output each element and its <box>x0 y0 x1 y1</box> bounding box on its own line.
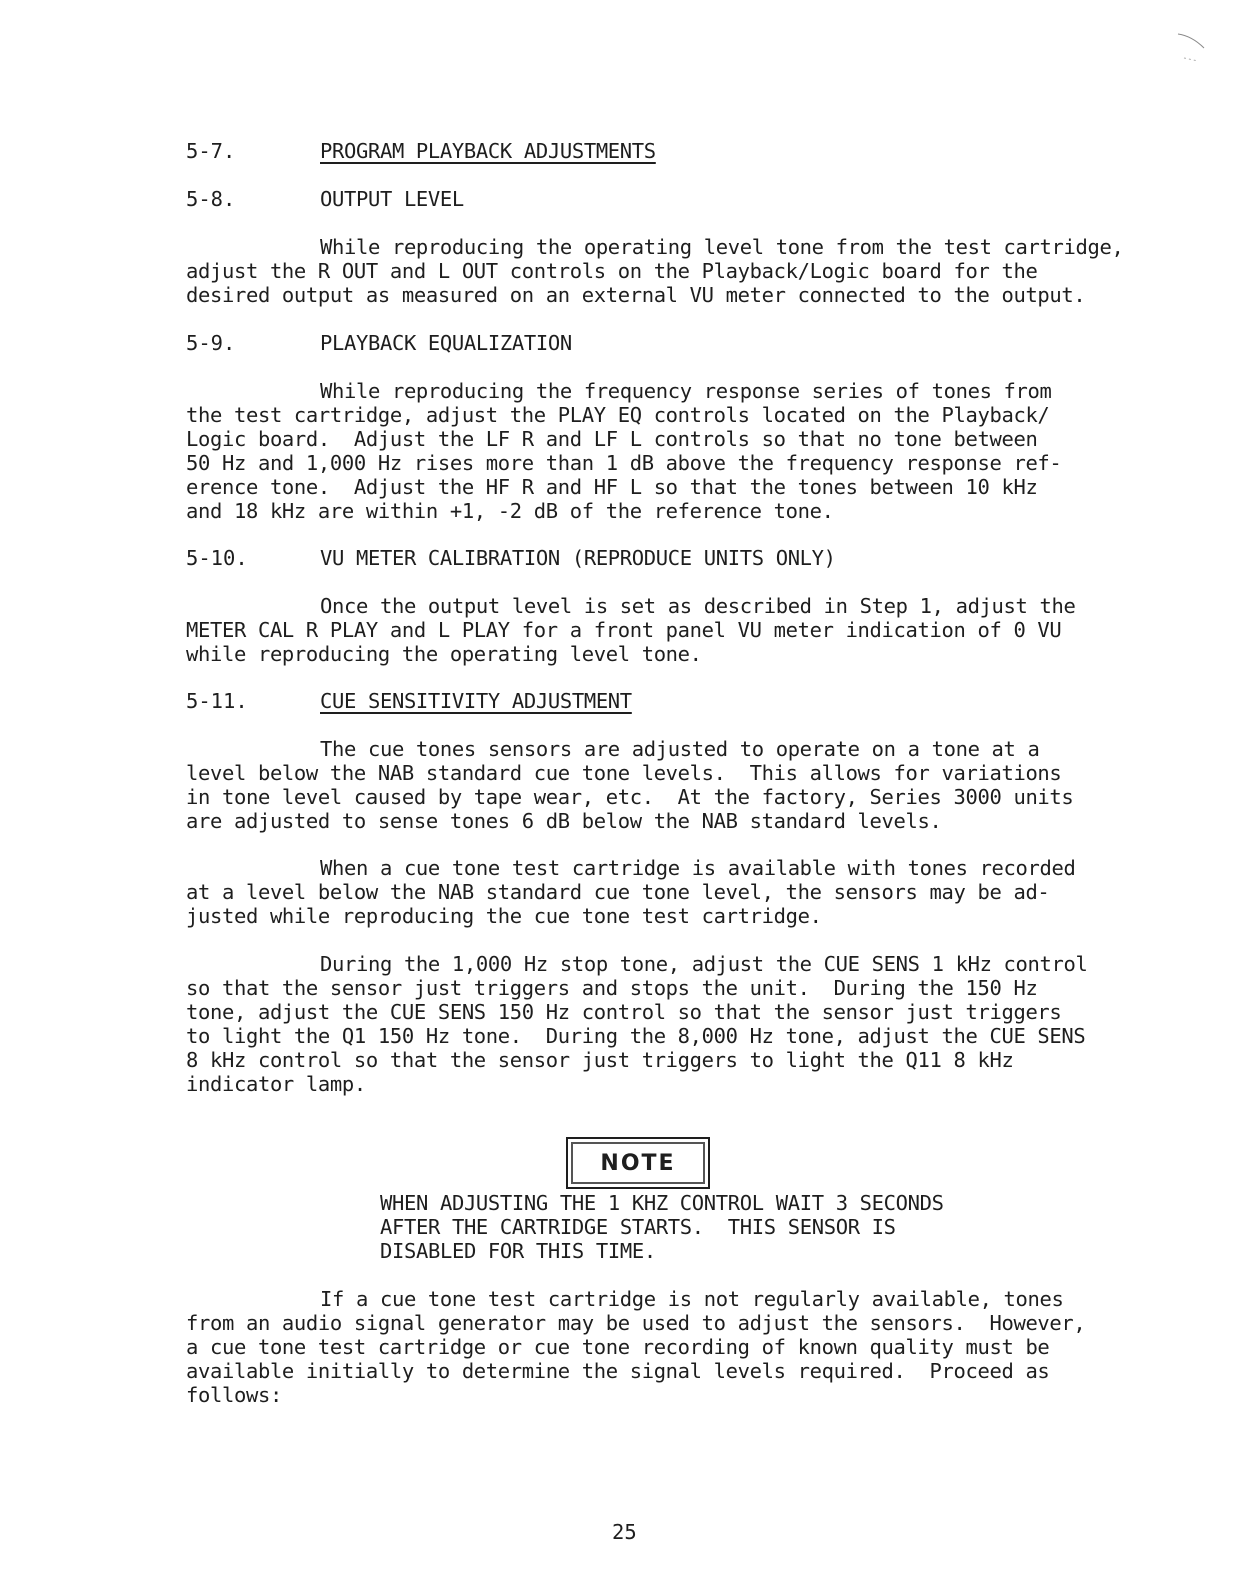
note-badge <box>566 1137 710 1189</box>
paragraph-line: are adjusted to sense tones 6 dB below the NAB standard levels. <box>186 809 942 833</box>
paragraph-line: The cue tones sensors are adjusted to operate on a tone at a <box>320 737 1040 761</box>
paragraph-line: from an audio signal generator may be used to adjust the sensors. However, <box>186 1311 1086 1335</box>
section-number-5-7: 5-7. <box>186 139 236 163</box>
paragraph-line: tone, adjust the CUE SENS 150 Hz control so that the sensor just triggers <box>186 1000 1062 1024</box>
paragraph-line: 50 Hz and 1,000 Hz rises more than 1 dB above the frequency response ref- <box>186 451 1062 475</box>
paragraph-line: justed while reproducing the cue tone test cartridge. <box>186 904 822 928</box>
paragraph-line: level below the NAB standard cue tone levels. This allows for variations <box>186 761 1062 785</box>
paragraph-line: in tone level caused by tape wear, etc. At the factory, Series 3000 units <box>186 785 1074 809</box>
paragraph-line: If a cue tone test cartridge is not regularly available, tones <box>320 1287 1064 1311</box>
paragraph-line: 8 kHz control so that the sensor just triggers to light the Q11 8 kHz <box>186 1048 1014 1072</box>
paragraph-line: and 18 kHz are within +1, -2 dB of the reference tone. <box>186 499 834 523</box>
paragraph-line: When a cue tone test cartridge is available with tones recorded <box>320 856 1076 880</box>
section-number-5-11: 5-11. <box>186 689 248 713</box>
section-number-5-10: 5-10. <box>186 546 248 570</box>
scan-mark-icon <box>1174 28 1214 68</box>
note-line: DISABLED FOR THIS TIME. <box>380 1239 656 1263</box>
paragraph-line: the test cartridge, adjust the PLAY EQ controls located on the Playback/ <box>186 403 1050 427</box>
paragraph-line: While reproducing the frequency response series of tones from <box>320 379 1052 403</box>
paragraph-line: METER CAL R PLAY and L PLAY for a front panel VU meter indication of 0 VU <box>186 618 1062 642</box>
paragraph-line: while reproducing the operating level tone. <box>186 642 702 666</box>
paragraph-line: Logic board. Adjust the LF R and LF L controls so that no tone between <box>186 427 1038 451</box>
section-title-program-playback: PROGRAM PLAYBACK ADJUSTMENTS <box>320 139 656 163</box>
paragraph-line: erence tone. Adjust the HF R and HF L so that the tones between 10 kHz <box>186 475 1038 499</box>
paragraph-line: While reproducing the operating level tone from the test cartridge, <box>320 235 1124 259</box>
paragraph-line: so that the sensor just triggers and stops the unit. During the 150 Hz <box>186 976 1038 1000</box>
paragraph-line: adjust the R OUT and L OUT controls on the Playback/Logic board for the <box>186 259 1038 283</box>
note-label: NOTE <box>600 1150 676 1176</box>
note-line: WHEN ADJUSTING THE 1 KHZ CONTROL WAIT 3 SECONDS <box>380 1191 944 1215</box>
section-title-playback-equalization: PLAYBACK EQUALIZATION <box>320 331 572 355</box>
paragraph-line: indicator lamp. <box>186 1072 366 1096</box>
paragraph-line: available initially to determine the signal levels required. Proceed as <box>186 1359 1050 1383</box>
section-title-output-level: OUTPUT LEVEL <box>320 187 464 211</box>
page-number: 25 <box>612 1520 637 1544</box>
paragraph-line: desired output as measured on an external VU meter connected to the output. <box>186 283 1086 307</box>
section-title-cue-sensitivity: CUE SENSITIVITY ADJUSTMENT <box>320 689 632 713</box>
paragraph-line: Once the output level is set as described in Step 1, adjust the <box>320 594 1076 618</box>
section-title-vu-meter-calibration: VU METER CALIBRATION (REPRODUCE UNITS ONLY) <box>320 546 836 570</box>
paragraph-line: During the 1,000 Hz stop tone, adjust the CUE SENS 1 kHz control <box>320 952 1088 976</box>
paragraph-line: to light the Q1 150 Hz tone. During the 8,000 Hz tone, adjust the CUE SENS <box>186 1024 1086 1048</box>
note-line: AFTER THE CARTRIDGE STARTS. THIS SENSOR IS <box>380 1215 896 1239</box>
section-number-5-8: 5-8. <box>186 187 236 211</box>
paragraph-line: a cue tone test cartridge or cue tone recording of known quality must be <box>186 1335 1050 1359</box>
paragraph-line: at a level below the NAB standard cue tone level, the sensors may be ad- <box>186 880 1050 904</box>
paragraph-line: follows: <box>186 1383 282 1407</box>
section-number-5-9: 5-9. <box>186 331 236 355</box>
